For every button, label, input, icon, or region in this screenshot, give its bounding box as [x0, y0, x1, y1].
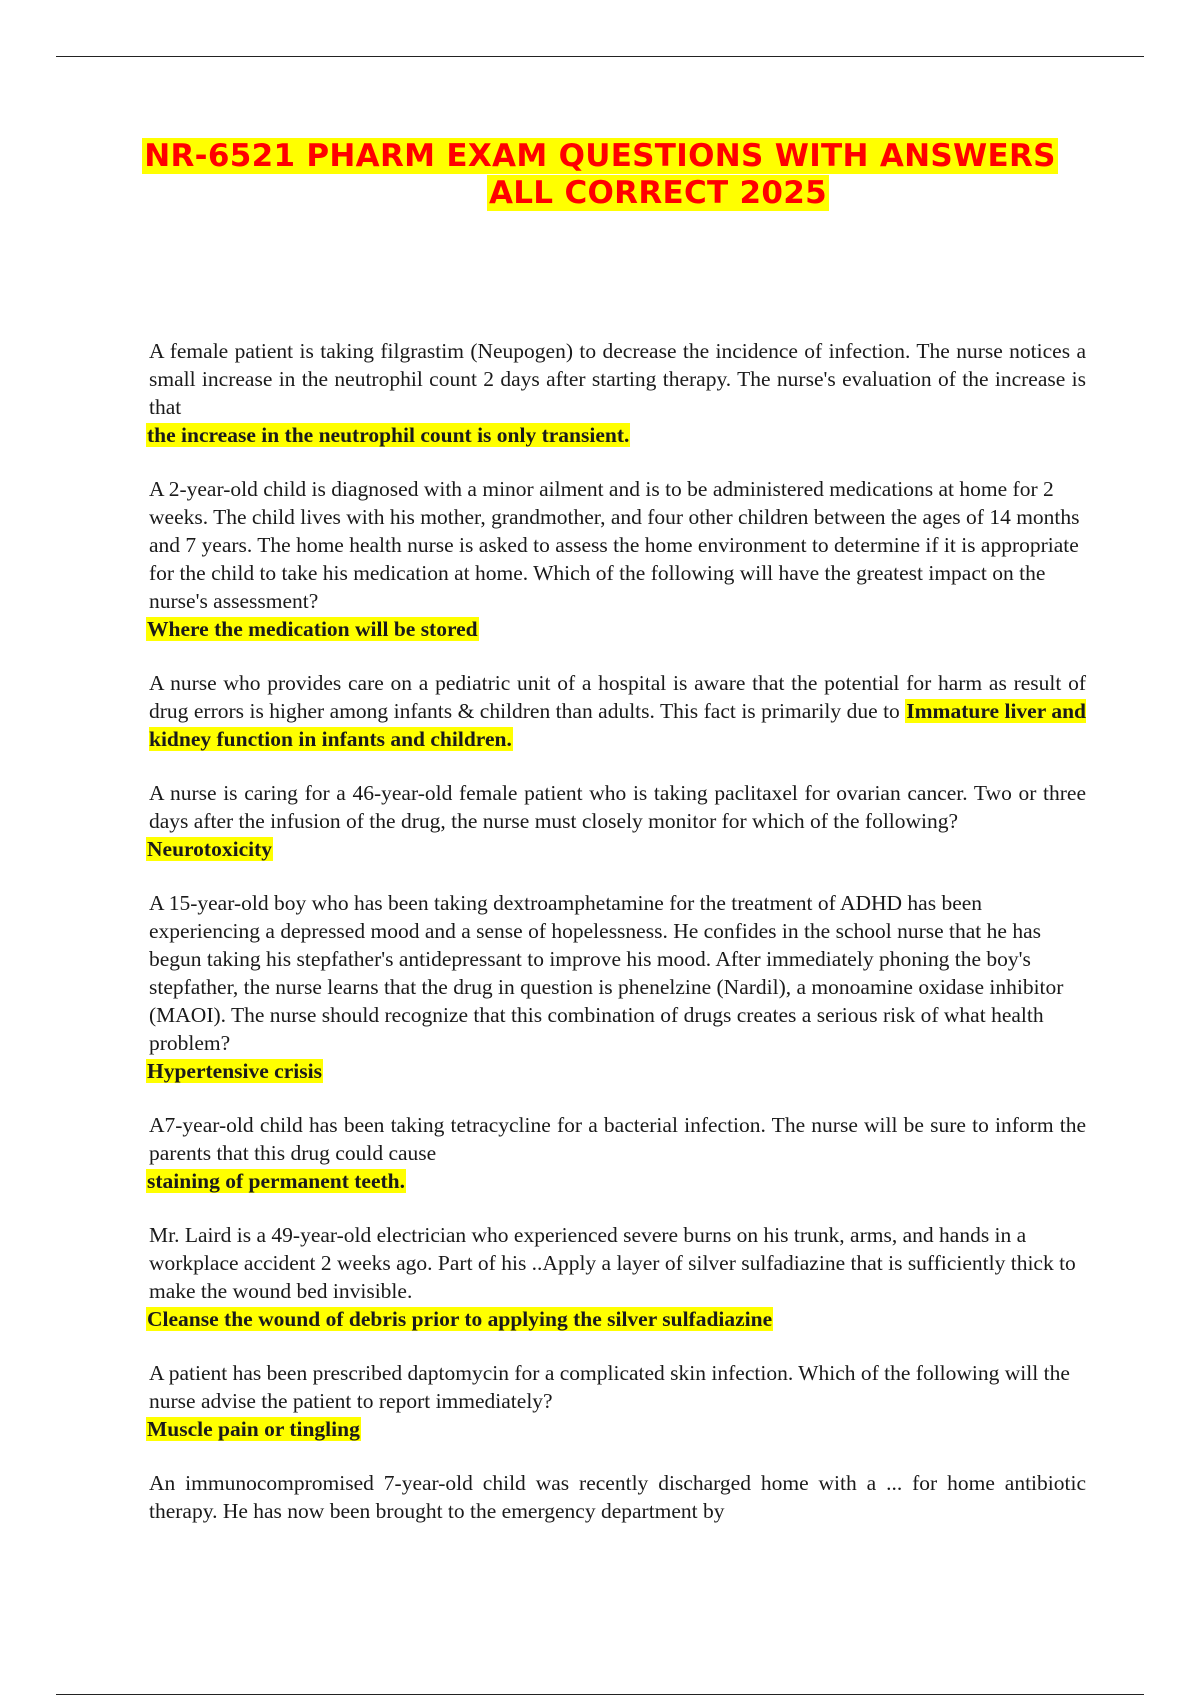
answer-highlight: Where the medication will be stored — [147, 617, 478, 641]
question-item — [146, 889, 1086, 1085]
question-item — [146, 337, 1086, 449]
question-text: A patient has been prescribed daptomycin for a complicated skin infection. Which of the following will the nurse advise the patient to report immediately? — [149, 1361, 1070, 1413]
question-item — [146, 1111, 1086, 1195]
answer-highlight: staining of permanent teeth. — [147, 1169, 405, 1193]
answer-highlight: Cleanse the wound of debris prior to applying the silver sulfadiazine — [147, 1307, 773, 1331]
title-line-2: ALL CORRECT 2025 — [488, 175, 828, 211]
question-text: Mr. Laird is a 49-year-old electrician who experienced severe burns on his trunk, arms, and hands in a workplace accident 2 weeks ago. Part of his ..Apply a layer of silver sulfadiazine that is sufficiently thick to make the wound bed invisible. — [149, 1223, 1076, 1303]
bottom-divider — [56, 1694, 1144, 1695]
question-text: A 2-year-old child is diagnosed with a minor ailment and is to be administered medications at home for 2 weeks. The child lives with his mother, grandmother, and four other children between the ages of 14 months and 7 years. The home health nurse is asked to assess the home environment to determine if it is appropriate for the child to take his medication at home. Which of the following will have the greatest impact on the nurse's assessment? — [149, 477, 1080, 613]
answer-highlight: the increase in the neutrophil count is only transient. — [147, 423, 630, 447]
question-text: A nurse is caring for a 46-year-old female patient who is taking paclitaxel for ovarian cancer. Two or three days after the infusion of the drug, the nurse must closely monitor for which of the following? — [149, 781, 1086, 833]
answer-highlight: Muscle pain or tingling — [147, 1417, 360, 1441]
question-text: A7-year-old child has been taking tetracycline for a bacterial infection. The nurse will be sure to inform the parents that this drug could cause — [149, 1113, 1086, 1165]
question-text: A nurse who provides care on a pediatric unit of a hospital is aware that the potential for harm as result of drug errors is higher among infants & children than adults. This fact is primarily due to — [149, 671, 1086, 723]
question-list — [146, 337, 1086, 1551]
question-item — [146, 779, 1086, 863]
question-text-with-inline-answer — [146, 669, 1086, 753]
answer-highlight: Hypertensive crisis — [147, 1059, 322, 1083]
question-item — [146, 1469, 1086, 1525]
question-text: An immunocompromised 7-year-old child was recently discharged home with a ... for home antibiotic therapy. He has now been brought to the emergency department by — [149, 1471, 1086, 1523]
answer-highlight: Immature liver and kidney function in infants and children. — [149, 699, 1087, 751]
question-item — [146, 669, 1086, 753]
question-text: A female patient is taking filgrastim (Neupogen) to decrease the incidence of infection. The nurse notices a small increase in the neutrophil count 2 days after starting therapy. The nurse's evaluation of the increase is that — [149, 339, 1086, 419]
question-text: A 15-year-old boy who has been taking dextroamphetamine for the treatment of ADHD has been experiencing a depressed mood and a sense of hopelessness. He confides in the school nurse that he has begun taking his stepfather's antidepressant to improve his mood. After immediately phoning the boy's stepfather, the nurse learns that the drug in question is phenelzine (Nardil), a monoamine oxidase inhibitor (MAOI). The nurse should recognize that this combination of drugs creates a serious risk of what health problem? — [149, 891, 1064, 1055]
top-divider — [56, 56, 1144, 57]
answer-highlight: Neurotoxicity — [147, 837, 272, 861]
title-line-1: NR-6521 PHARM EXAM QUESTIONS WITH ANSWERS — [144, 138, 1056, 174]
document-title — [100, 138, 1100, 212]
question-item — [146, 1359, 1086, 1443]
question-item — [146, 475, 1086, 643]
question-item — [146, 1221, 1086, 1333]
